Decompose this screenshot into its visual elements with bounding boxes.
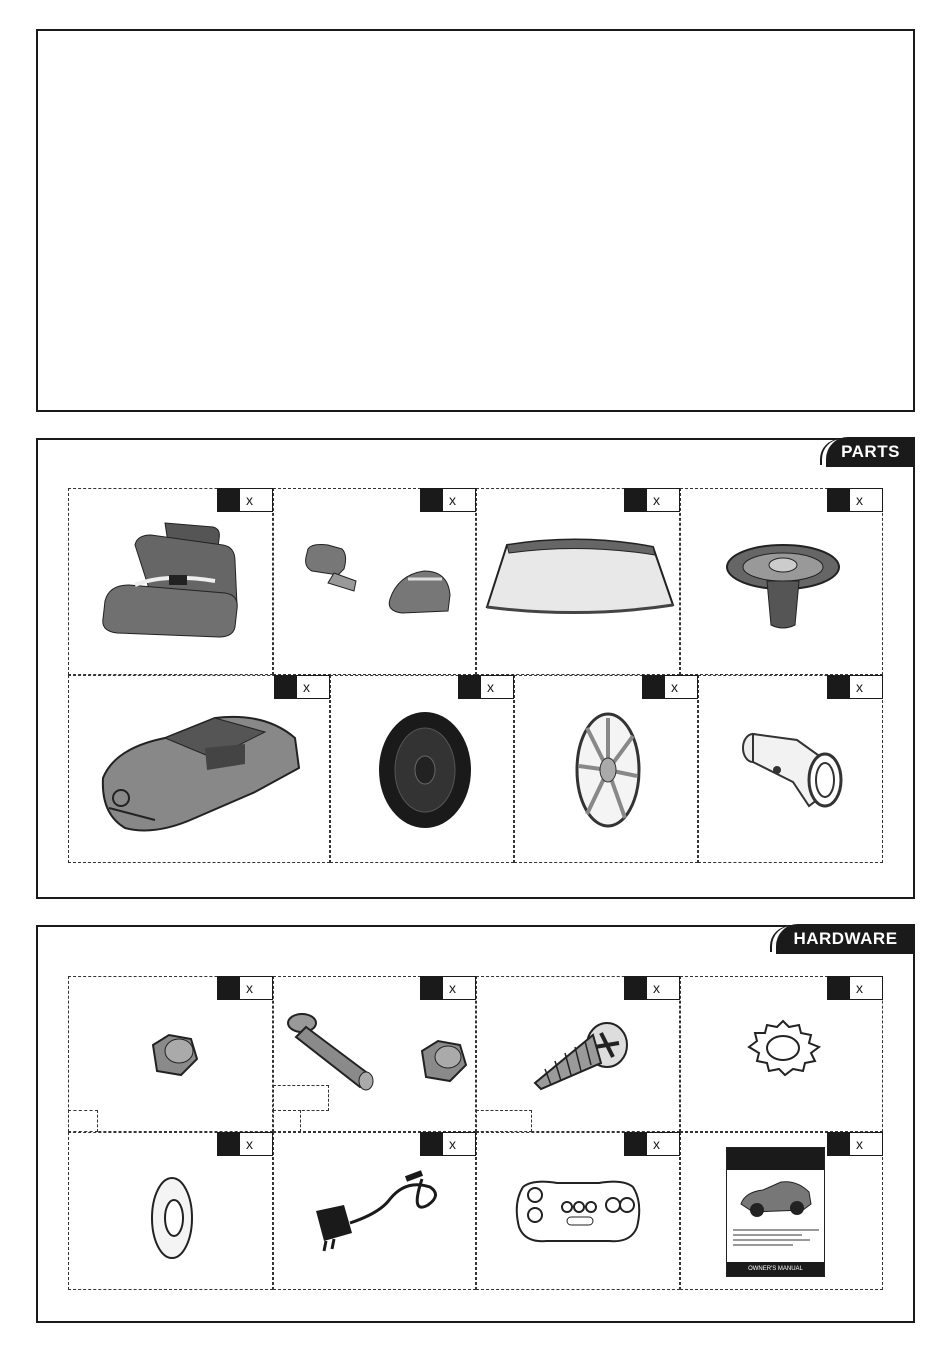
- quantity-box: x: [217, 488, 273, 512]
- quantity-box: x: [420, 488, 476, 512]
- hardware-cell-bolt-cap-nut: [273, 976, 476, 1132]
- hardware-cell-screw: [476, 976, 680, 1132]
- quantity-box: x: [420, 1132, 476, 1156]
- seat-icon: [95, 515, 245, 645]
- owners-manual-icon: [726, 1147, 825, 1277]
- hardware-section-title: HARDWARE: [776, 924, 915, 954]
- quantity-box: x: [827, 488, 883, 512]
- charger-icon: [310, 1169, 450, 1259]
- quantity-box: x: [624, 1132, 680, 1156]
- manual-title: OWNER'S MANUAL: [727, 1262, 824, 1276]
- hardware-cell-manual: [680, 1132, 883, 1290]
- cap-nut-icon: [145, 1031, 205, 1081]
- flat-washer-icon: [147, 1173, 197, 1263]
- windshield-icon: [481, 535, 677, 645]
- quantity-box: x: [827, 1132, 883, 1156]
- quantity-box: x: [420, 976, 476, 1000]
- length-label-box: [273, 1085, 329, 1111]
- remote-control-icon: [513, 1177, 643, 1247]
- hardware-cell-remote: [476, 1132, 680, 1290]
- part-cell-wheel-rim: [514, 675, 698, 863]
- steering-wheel-icon: [721, 537, 845, 637]
- quantity-box: x: [642, 675, 698, 699]
- hardware-cell-lock-washer: [680, 976, 883, 1132]
- wheel-rim-icon: [573, 710, 643, 830]
- quantity-box: x: [274, 675, 330, 699]
- hardware-cell-charger: [273, 1132, 476, 1290]
- hardware-cell-flat-washer: [68, 1132, 273, 1290]
- quantity-box: x: [624, 976, 680, 1000]
- part-cell-seat: [68, 488, 273, 675]
- lock-washer-icon: [743, 1017, 823, 1077]
- length-label-box: [68, 1110, 98, 1132]
- side-mirrors-icon: [298, 539, 458, 629]
- hardware-cell-cap-nut: [68, 976, 273, 1132]
- part-cell-steering-wheel: [680, 488, 883, 675]
- quantity-box: x: [458, 675, 514, 699]
- top-blank-panel: [36, 29, 915, 412]
- quantity-box: x: [217, 1132, 273, 1156]
- quantity-box: x: [827, 976, 883, 1000]
- rear-wheel-icon: [375, 710, 475, 830]
- length-label-box: [273, 1110, 301, 1132]
- part-cell-car-body: [68, 675, 330, 863]
- quantity-box: x: [827, 675, 883, 699]
- manual-car-image: [737, 1178, 815, 1220]
- part-cell-windshield: [476, 488, 680, 675]
- steering-column-connector-icon: [739, 726, 849, 816]
- part-cell-steering-connector: [698, 675, 883, 863]
- quantity-box: x: [217, 976, 273, 1000]
- car-body-icon: [95, 708, 305, 848]
- part-cell-rear-wheel: [330, 675, 514, 863]
- parts-section-title: PARTS: [826, 437, 915, 467]
- part-cell-side-mirrors: [273, 488, 476, 675]
- length-label-box: [476, 1110, 532, 1132]
- screw-icon: [531, 1019, 631, 1093]
- quantity-box: x: [624, 488, 680, 512]
